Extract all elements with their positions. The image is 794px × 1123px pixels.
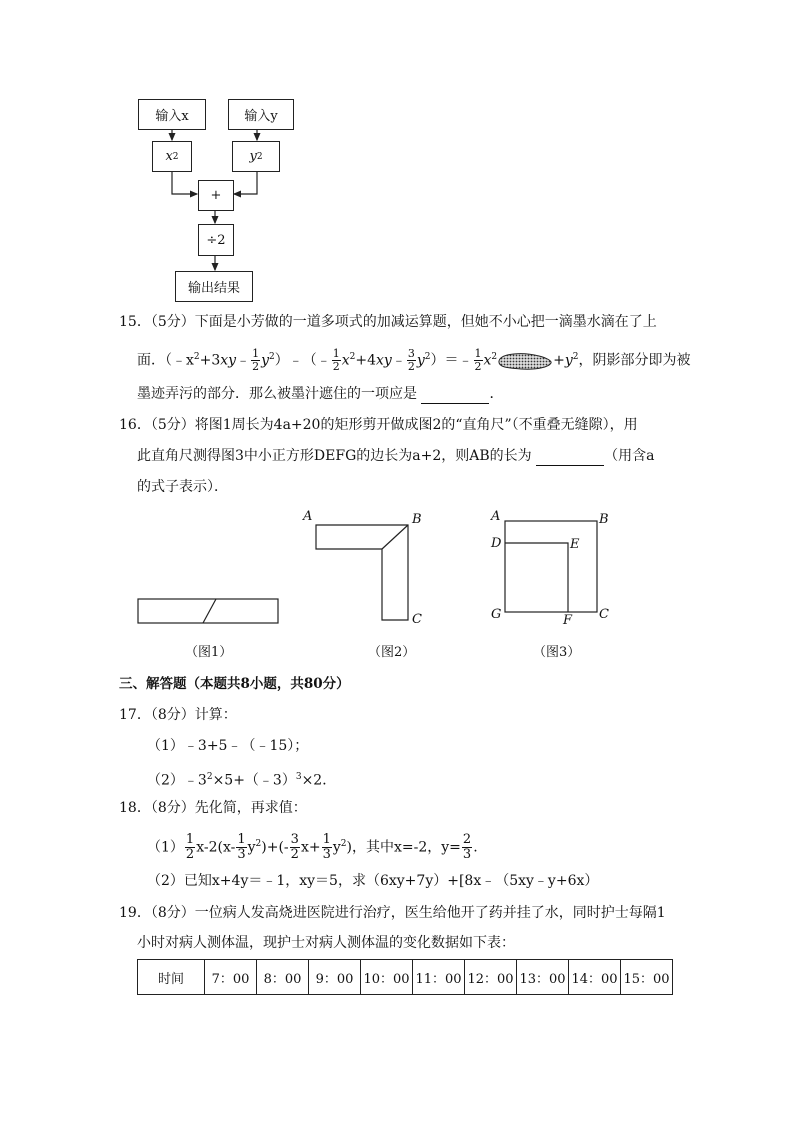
- fig2-label-c: C: [412, 612, 422, 627]
- q15-line1: 下面是小芳做的一道多项式的加减运算题，但她不小心把一滴墨水滴在了上: [194, 314, 657, 330]
- fig3-label-e: E: [570, 537, 580, 552]
- q16-score: （5分）: [150, 417, 195, 433]
- q16-line1: 将图1周长为4a+20的矩形剪开做成图2的“直角尺”（不重叠无缝隙），用: [194, 417, 638, 433]
- q18-part-2: （2）已知x+4y＝﹣1，xy＝5，求（6xy+7y）+[8x﹣（5xy﹣y+6x）: [147, 873, 599, 889]
- q17-stem: 计算：: [194, 707, 237, 723]
- table-cell: 9：00: [309, 960, 361, 995]
- table-cell: 13：00: [517, 960, 569, 995]
- divide-box: ÷2: [198, 224, 234, 256]
- caption-figure-3: （图3）: [533, 645, 581, 660]
- temperature-table: [137, 959, 673, 995]
- flowchart-arrows: [0, 0, 794, 310]
- q17-score: （8分）: [150, 707, 195, 723]
- q16-line3: 的式子表示）．: [137, 479, 228, 495]
- q15-score: （5分）: [150, 314, 195, 330]
- fig2-label-a: A: [303, 509, 313, 524]
- y-squared-box: y 2: [232, 141, 280, 172]
- q15-line3: 墨迹弄污的部分．那么被墨汁遮住的一项应是: [137, 386, 417, 402]
- q16-figures: [0, 500, 794, 640]
- output-box: 输出结果: [175, 271, 253, 302]
- section-3-title: 三、解答题（本题共8小题，共80分）: [119, 676, 350, 692]
- q16-line2: 此直角尺测得图3中小正方形DEFG的边长为a+2，则AB的长为: [137, 448, 532, 464]
- q19-score: （8分）: [150, 905, 195, 921]
- caption-figure-2: （图2）: [368, 645, 416, 660]
- fig3-label-f: F: [563, 613, 573, 628]
- table-row: [138, 960, 673, 995]
- input-x-box: 输入x: [138, 99, 206, 130]
- fig3-label-d: D: [491, 536, 502, 551]
- q17-number: 17．: [119, 707, 151, 723]
- table-header-cell: 时间: [138, 960, 205, 995]
- plus-box: +: [198, 180, 234, 211]
- fig3-label-b: B: [599, 512, 609, 527]
- q18-number: 18．: [119, 800, 151, 816]
- fig3-label-c: C: [599, 607, 609, 622]
- fig2-label-b: B: [412, 512, 422, 527]
- q15-answer-blank[interactable]: [421, 389, 489, 404]
- q18-part-1: （1） $\frac{1}{2}$ x-2(x- $\frac{1}{3}$ $y^2)+(-$ $\frac{3}{2}$ x+ $\frac{1}{3}$ $y^2$)，其中x=-2，y= $\frac{2}{3}$ .: [147, 832, 478, 863]
- q18-stem: 先化简，再求值：: [194, 800, 307, 816]
- x-squared-box: x 2: [152, 141, 192, 172]
- q17-part-2: $(2)﹣3^2\times 5+(﹣3)^3\times 2$．: [147, 772, 337, 789]
- q19-line1: 一位病人发高烧进医院进行治疗，医生给他开了药并挂了水，同时护士每隔1: [194, 905, 666, 921]
- fig3-label-g: G: [491, 607, 502, 622]
- q19-number: 19．: [119, 905, 151, 921]
- table-cell: 10：00: [361, 960, 413, 995]
- q16-number: 16．: [119, 417, 151, 433]
- q18-score: （8分）: [150, 800, 195, 816]
- ink-blot-icon: [497, 351, 553, 371]
- table-cell: 11：00: [413, 960, 465, 995]
- table-cell: 12：00: [465, 960, 517, 995]
- table-cell: 15：00: [621, 960, 673, 995]
- table-cell: 14：00: [569, 960, 621, 995]
- caption-figure-1: （图1）: [185, 645, 233, 660]
- q16-answer-blank[interactable]: [536, 451, 604, 466]
- q19-line2: 小时对病人测体温，现护士对病人测体温的变化数据如下表：: [137, 935, 515, 951]
- table-cell: 7：00: [205, 960, 257, 995]
- input-y-box: 输入y: [228, 99, 294, 130]
- figure-3-squares: [505, 521, 597, 612]
- q17-part-1: （1）﹣3+5﹣（﹣15）；: [147, 738, 309, 754]
- fig3-label-a: A: [491, 509, 501, 524]
- figure-1-rectangle: [138, 599, 278, 623]
- figure-2-right-angle-ruler: [316, 525, 408, 620]
- q15-expression: 面．（$﹣x^2+3xy﹣$ $\frac{1}{2}$ $y^2)﹣(﹣$ $\frac{1}{2}$ $x^2+4xy﹣$ $\frac{3}{2}$ $y^2)=﹣$ $\frac{1}{2}$ $x^2 +y^2$，阴影部分即为被: [137, 347, 691, 374]
- table-cell: 8：00: [257, 960, 309, 995]
- q15-number: 15．: [119, 314, 151, 330]
